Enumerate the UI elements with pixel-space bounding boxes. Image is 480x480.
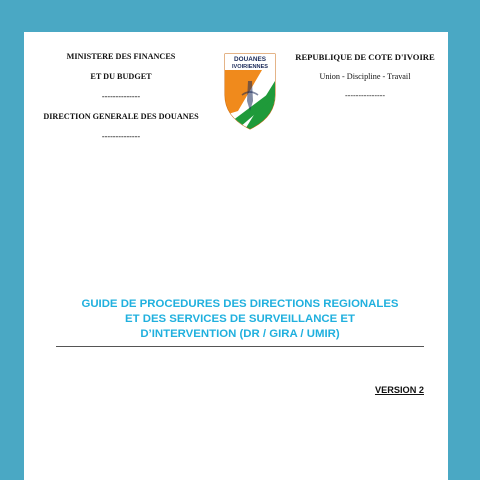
national-motto: Union - Discipline - Travail xyxy=(319,72,411,81)
header-separator: -------------- xyxy=(101,132,141,141)
ministry-header xyxy=(38,52,204,152)
document-page xyxy=(24,32,448,480)
ministry-name-continued: ET DU BUDGET xyxy=(90,72,152,81)
ministry-name: MINISTERE DES FINANCES xyxy=(66,52,176,61)
header-separator: -------------- xyxy=(101,92,141,101)
document-title xyxy=(56,297,424,342)
title-line-3: D’INTERVENTION (DR / GIRA / UMIR) xyxy=(140,328,340,340)
logo-text-line-2: IVOIRIENNES xyxy=(231,64,269,70)
version-label: VERSION 2 xyxy=(374,385,424,395)
direction-name: DIRECTION GENERALE DES DOUANES xyxy=(43,112,199,121)
title-line-2: ET DES SERVICES DE SURVEILLANCE ET xyxy=(125,313,355,325)
header-separator: --------------- xyxy=(345,91,385,100)
country-name: REPUBLIQUE DE COTE D'IVOIRE xyxy=(295,52,435,62)
republic-header xyxy=(290,52,440,102)
title-underline-divider xyxy=(56,346,424,347)
customs-shield-emblem-icon xyxy=(222,51,278,131)
logo-text-line-1: DOUANES xyxy=(234,56,266,63)
title-line-1: GUIDE DE PROCEDURES DES DIRECTIONS REGIONALES xyxy=(81,298,399,310)
